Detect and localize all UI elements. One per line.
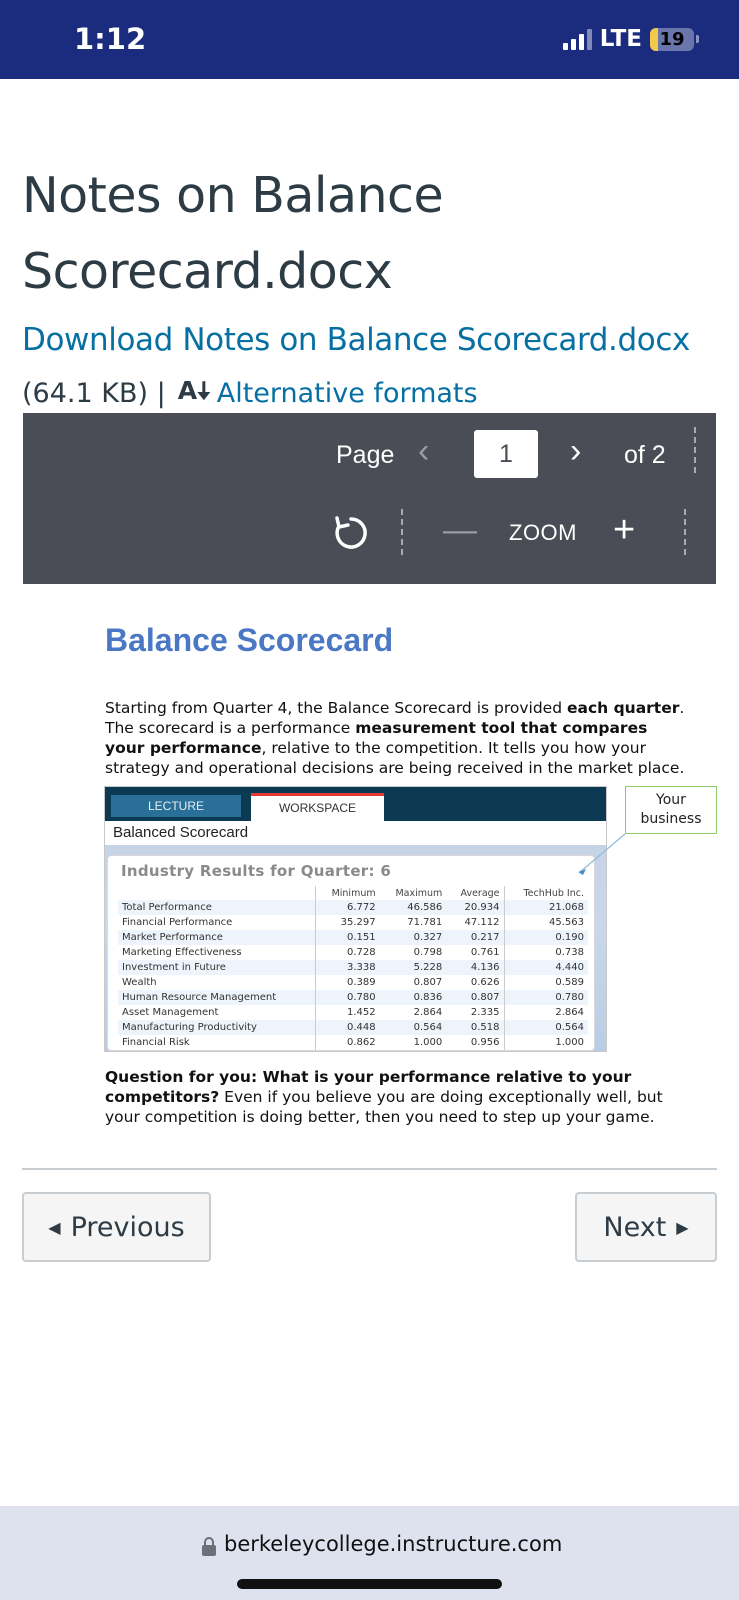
metric-value: 0.564	[380, 1020, 447, 1035]
metric-name: Financial Performance	[118, 915, 316, 930]
column-header: Average	[460, 887, 500, 899]
metric-value: 2.864	[413, 1007, 443, 1018]
metric-value: 0.190	[504, 930, 588, 945]
your-business-callout: Your business	[625, 786, 717, 834]
metric-name: Human Resource Management	[118, 990, 316, 1005]
document-viewer-toolbar	[23, 413, 716, 584]
page-title: Notes on Balance Scorecard.docx	[22, 167, 444, 300]
table-row	[118, 930, 588, 945]
column-header: Maximum	[395, 887, 443, 899]
toolbar-divider	[694, 427, 696, 473]
industry-results-table	[118, 886, 588, 1050]
metric-name: Investment in Future	[118, 960, 316, 975]
column-header-metric	[118, 886, 316, 900]
embedded-tab-workspace: WORKSPACE	[251, 793, 384, 821]
metric-value: 4.440	[504, 960, 588, 975]
page-count: of 2	[624, 441, 666, 469]
metric-value: 0.761	[470, 947, 500, 958]
caret-right-icon: ▶	[676, 1217, 689, 1237]
rotate-icon[interactable]	[331, 513, 371, 553]
column-header: TechHub Inc.	[504, 886, 588, 900]
metric-value: 0.780	[316, 990, 380, 1005]
metric-value: 0.780	[504, 990, 588, 1005]
embedded-subtitle: Balanced Scorecard	[111, 821, 607, 845]
table-row	[118, 945, 588, 960]
metric-value: 0.626	[470, 977, 500, 988]
metric-value: 2.864	[504, 1005, 588, 1020]
caret-left-icon: ◀	[48, 1217, 61, 1237]
browser-url-bar[interactable]	[0, 1506, 739, 1600]
metric-value: 47.112	[464, 917, 500, 928]
url-text[interactable]: berkeleycollege.instructure.com	[224, 1532, 563, 1556]
metric-name: Wealth	[118, 975, 316, 990]
metric-value: 0.798	[413, 947, 443, 958]
content-divider	[22, 1168, 717, 1170]
alternative-formats-link[interactable]: Alternative formats	[216, 378, 478, 409]
metric-name: Market Performance	[118, 930, 316, 945]
metric-name: Manufacturing Productivity	[118, 1020, 316, 1035]
next-page-icon[interactable]: ›	[570, 432, 582, 470]
metric-name: Marketing Effectiveness	[118, 945, 316, 960]
battery-icon	[650, 28, 699, 51]
metric-value: 0.589	[504, 975, 588, 990]
status-bar	[0, 0, 739, 79]
metric-value: 35.297	[340, 917, 376, 928]
table-row	[118, 1005, 588, 1020]
document-question: Question for you: What is your performance relative to your competitors? Even if you believe you are doing exceptionally well, but your competition is doing better, then you need to step up your game.	[105, 1068, 663, 1126]
metric-value: 0.448	[316, 1020, 380, 1035]
metric-value: 0.518	[446, 1020, 504, 1035]
zoom-out-icon[interactable]: —	[443, 511, 477, 549]
metric-name: Total Performance	[118, 900, 316, 915]
metric-value: 0.862	[346, 1037, 376, 1048]
metric-value: 2.335	[470, 1007, 500, 1018]
metric-value: 0.807	[413, 977, 443, 988]
metric-value: 46.586	[380, 900, 447, 915]
document-intro: Starting from Quarter 4, the Balance Scorecard is provided each quarter. The scorecard is a performance measurement tool that compares your performance, relative to the competition. It tells you how your strategy and operational decisions are being received in the market place.	[105, 699, 685, 777]
metric-value: 1.000	[413, 1037, 443, 1048]
metric-value: 0.217	[446, 930, 504, 945]
zoom-in-icon[interactable]: +	[613, 509, 636, 551]
metric-value: 6.772	[316, 900, 380, 915]
metric-value: 0.564	[504, 1020, 588, 1035]
industry-results-card	[107, 855, 595, 1051]
page-label: Page	[336, 441, 395, 469]
metric-value: 3.338	[316, 960, 380, 975]
column-header: Minimum	[331, 887, 376, 899]
battery-percent: 19	[659, 28, 685, 50]
status-indicators	[563, 26, 699, 52]
metric-value: 0.151	[316, 930, 380, 945]
toolbar-divider	[684, 509, 686, 555]
toolbar-divider	[401, 509, 403, 555]
metric-value: 0.836	[380, 990, 447, 1005]
page-number-input[interactable]: 1	[474, 430, 538, 478]
previous-button[interactable]: ◀ Previous	[22, 1192, 211, 1262]
lock-icon	[201, 1537, 217, 1557]
metric-value: 0.738	[504, 945, 588, 960]
metric-value: 20.934	[446, 900, 504, 915]
metric-value: 4.136	[446, 960, 504, 975]
download-link[interactable]: Download Notes on Balance Scorecard.docx	[22, 322, 690, 358]
metric-value: 45.563	[504, 915, 588, 930]
file-info	[22, 372, 478, 415]
metric-name: Financial Risk	[118, 1035, 316, 1050]
home-indicator[interactable]	[237, 1579, 502, 1589]
next-button[interactable]: Next ▶	[575, 1192, 717, 1262]
industry-results-title: Industry Results for Quarter: 6	[121, 862, 392, 880]
embedded-tab-bar	[105, 787, 607, 821]
zoom-label: ZOOM	[509, 520, 577, 545]
metric-value: 0.327	[380, 930, 447, 945]
alternative-formats-icon[interactable]: A🠇	[177, 376, 211, 405]
metric-value: 0.807	[446, 990, 504, 1005]
table-row	[118, 960, 588, 975]
document-heading: Balance Scorecard	[105, 622, 394, 658]
table-row	[118, 990, 588, 1005]
metric-name: Asset Management	[118, 1005, 316, 1020]
metric-value: 71.781	[407, 917, 443, 928]
file-size: (64.1 KB) |	[22, 378, 166, 409]
metric-value: 5.228	[380, 960, 447, 975]
metric-value: 21.068	[504, 900, 588, 915]
metric-value: 0.389	[346, 977, 376, 988]
network-type: LTE	[599, 26, 642, 52]
metric-value: 1.452	[346, 1007, 376, 1018]
metric-value: 0.728	[346, 947, 376, 958]
signal-strength-icon	[563, 28, 592, 50]
table-row	[118, 1035, 588, 1050]
table-row	[118, 900, 588, 915]
embedded-scorecard-screenshot	[104, 786, 607, 1052]
status-time: 1:12	[74, 22, 147, 56]
table-row	[118, 1020, 588, 1035]
metric-value: 1.000	[504, 1035, 588, 1050]
metric-value: 0.956	[470, 1037, 500, 1048]
previous-page-icon[interactable]: ‹	[418, 432, 430, 470]
table-row	[118, 915, 588, 930]
embedded-tab-lecture: LECTURE	[111, 795, 241, 817]
table-row	[118, 975, 588, 990]
